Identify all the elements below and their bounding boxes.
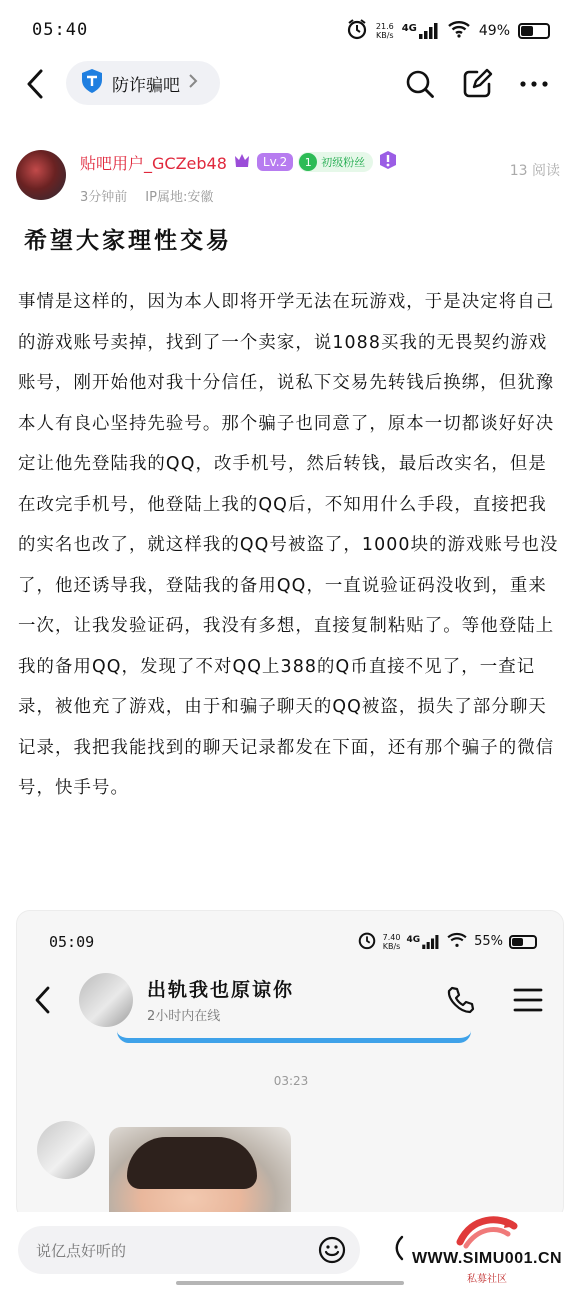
battery-icon bbox=[509, 935, 537, 949]
chat-net-speed bbox=[383, 933, 401, 951]
watermark-text: WWW.SIMU001.CN bbox=[411, 1250, 563, 1267]
online-status: 2小时内在线 bbox=[147, 1009, 221, 1024]
forum-name: 防诈骗吧 bbox=[112, 75, 180, 96]
fan-title: 初级粉丝 bbox=[321, 156, 366, 169]
edit-button[interactable] bbox=[461, 68, 493, 100]
chat-status-bar bbox=[17, 925, 564, 959]
ip-location: IP属地:安徽 bbox=[145, 190, 214, 205]
emoji-icon bbox=[318, 1236, 346, 1264]
menu-icon bbox=[513, 987, 543, 1017]
contact-avatar bbox=[79, 973, 133, 1027]
status-time: 05:40 bbox=[32, 20, 89, 40]
edit-icon bbox=[461, 68, 493, 100]
photo-message bbox=[109, 1127, 291, 1220]
message-time: 03:23 bbox=[273, 1074, 309, 1088]
status-bar bbox=[0, 0, 580, 64]
chat-network-type: 4G bbox=[406, 934, 421, 945]
author-name[interactable]: 贴吧用户_GCZeb48 bbox=[80, 153, 227, 173]
post-time: 3分钟前 bbox=[80, 190, 128, 205]
watermark-sub: 私募社区 bbox=[467, 1274, 507, 1285]
chat-scroll-accent bbox=[117, 1029, 471, 1043]
chat-net-speed-value: 7.40 bbox=[382, 932, 401, 942]
sender-avatar bbox=[37, 1121, 95, 1179]
chevron-left-icon bbox=[22, 68, 50, 100]
post-body: 事情是这样的，因为本人即将开学无法在玩游戏，于是决定将自己的游戏账号卖掉，找到了一个卖家，说1088买我的无畏契约游戏账号，刚开始他对我十分信任，说私下交易先转钱后换绑，但犹豫本人有良心坚持先验号。那个骗子也同意了，原本一切都谈好好决定让他先登陆我的QQ，改手机号，然后转钱，最后改实名，但是在改完手机号，他登陆上我的QQ后，不知用什么手段，直接把我的实名也改了，就这样我的QQ号被盗了，1000块的游戏账号也没了，他还诱导我，登陆我的备用QQ，一直说验证码没收到，重来一次，让我发验证码，我没有多想，直接复制粘贴了。等他登陆上我的备用QQ，发现了不对QQ上388的Q币直接不见了，一查记录，被他充了游戏，由于和骗子聊天的QQ被盗，损失了部分聊天记录，我把我能找到的聊天记录都发在下面，还有那个骗子的微信号，快手号。 bbox=[18, 292, 559, 798]
battery-fill bbox=[521, 26, 533, 36]
author-avatar[interactable] bbox=[16, 150, 66, 200]
signal-icon bbox=[406, 935, 440, 949]
chevron-right-icon bbox=[188, 73, 198, 94]
wifi-icon bbox=[447, 20, 471, 41]
contact-name: 出轨我也原谅你 bbox=[147, 979, 295, 1001]
reply-input[interactable] bbox=[18, 1226, 360, 1274]
watermark bbox=[402, 1212, 572, 1286]
wifi-icon bbox=[446, 932, 468, 951]
post-title: 希望大家理性交易 bbox=[24, 228, 232, 254]
nav-bar bbox=[0, 58, 580, 110]
fan-level: 1 bbox=[299, 153, 317, 171]
attached-chat-screenshot[interactable] bbox=[16, 910, 564, 1220]
chat-status-time: 05:09 bbox=[49, 933, 95, 951]
battery-icon bbox=[518, 23, 550, 39]
battery-percent: 49% bbox=[478, 22, 510, 39]
back-button[interactable] bbox=[22, 68, 50, 100]
more-button[interactable] bbox=[518, 68, 550, 100]
crown-badge-icon bbox=[232, 150, 252, 174]
reply-placeholder: 说亿点好听的 bbox=[36, 1241, 127, 1260]
net-speed-value: 21.6 bbox=[375, 21, 394, 31]
photo-content bbox=[127, 1137, 257, 1189]
chat-status-indicators bbox=[357, 930, 537, 953]
search-icon bbox=[404, 68, 436, 100]
level-badge: Lv.2 bbox=[257, 153, 293, 171]
net-speed-unit: KB/s bbox=[375, 30, 394, 40]
author-line bbox=[80, 150, 398, 174]
alarm-icon bbox=[346, 18, 368, 43]
more-icon bbox=[518, 68, 550, 100]
phone-icon bbox=[445, 985, 475, 1019]
post-meta bbox=[80, 186, 213, 205]
fan-badge bbox=[298, 152, 373, 172]
read-count: 13 阅读 bbox=[509, 163, 560, 179]
battery-fill bbox=[512, 938, 523, 946]
forum-link[interactable] bbox=[66, 61, 220, 105]
search-button[interactable] bbox=[404, 68, 436, 100]
chat-battery-percent: 55% bbox=[474, 934, 503, 949]
status-indicators bbox=[346, 18, 550, 43]
chat-header bbox=[17, 965, 564, 1035]
chat-back-icon bbox=[33, 985, 53, 1019]
shield-icon bbox=[80, 68, 104, 99]
signal-icon bbox=[402, 23, 439, 39]
chat-net-speed-unit: KB/s bbox=[382, 941, 401, 951]
home-indicator bbox=[176, 1281, 404, 1285]
alarm-icon bbox=[357, 930, 377, 953]
member-badge-icon bbox=[378, 150, 398, 174]
network-type: 4G bbox=[401, 22, 417, 34]
net-speed bbox=[376, 22, 394, 40]
emoji-button[interactable] bbox=[318, 1236, 346, 1264]
